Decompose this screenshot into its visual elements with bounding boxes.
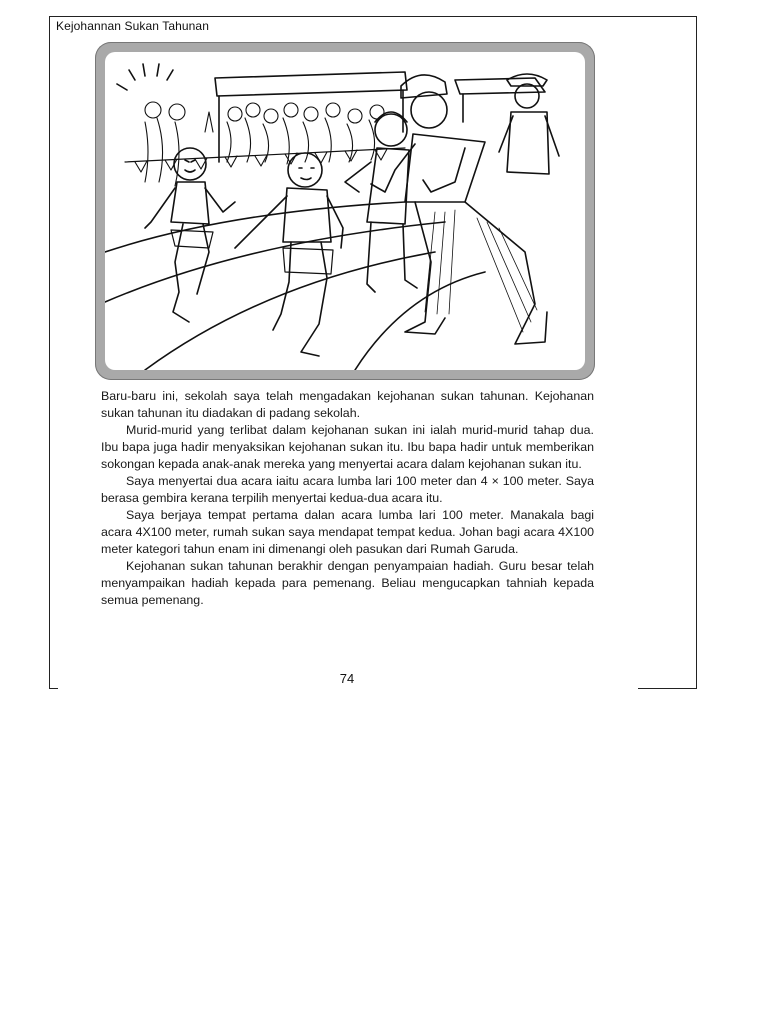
runner-left (145, 148, 235, 322)
official-hat (499, 74, 559, 174)
article-paragraph: Saya menyertai dua acara iaitu acara lumba lari 100 meter dan 4 × 100 meter. Saya berasa gembira kerana terpilih menyertai kedua-dua acara itu. (101, 474, 594, 505)
sun-rays (117, 64, 173, 90)
page-header-title: Kejohannan Sukan Tahunan (56, 19, 209, 33)
article-paragraph: Saya berjaya tempat pertama dalan acara lumba lari 100 meter. Manakala bagi acara 4X100 meter, rumah sukan saya mendapat tempat kedua. Johan bagi acara 4X100 meter kategori tahun enam ini dimenangi oleh pasukan dari Rumah Garuda. (101, 508, 594, 556)
article-paragraph: Kejohanan sukan tahunan berakhir dengan penyampaian hadiah. Guru besar telah menyampaikan hadiah kepada para pemenang. Beliau mengucapkan tahniah kepada semua pemenang. (101, 559, 594, 607)
sports-day-illustration (95, 42, 595, 380)
page-frame-bottom-left (49, 688, 58, 689)
article-paragraph: Baru-baru ini, sekolah saya telah mengadakan kejohanan sukan tahunan. Kejohanan sukan tahunan itu diadakan di padang sekolah. (101, 389, 594, 420)
article-text (101, 388, 594, 609)
article-paragraph: Murid-murid yang terlibat dalam kejohanan sukan ini ialah murid-murid tahap dua. Ibu bapa juga hadir menyaksikan kejohanan sukan itu. Ibu bapa hadir untuk memberikan sokongan kepada anak-anak mereka yang menyertai acara dalam kejohanan sukan itu. (101, 423, 594, 471)
illustration-drawing (105, 52, 585, 370)
page-frame-bottom-right (638, 688, 696, 689)
page-number: 74 (339, 671, 355, 686)
